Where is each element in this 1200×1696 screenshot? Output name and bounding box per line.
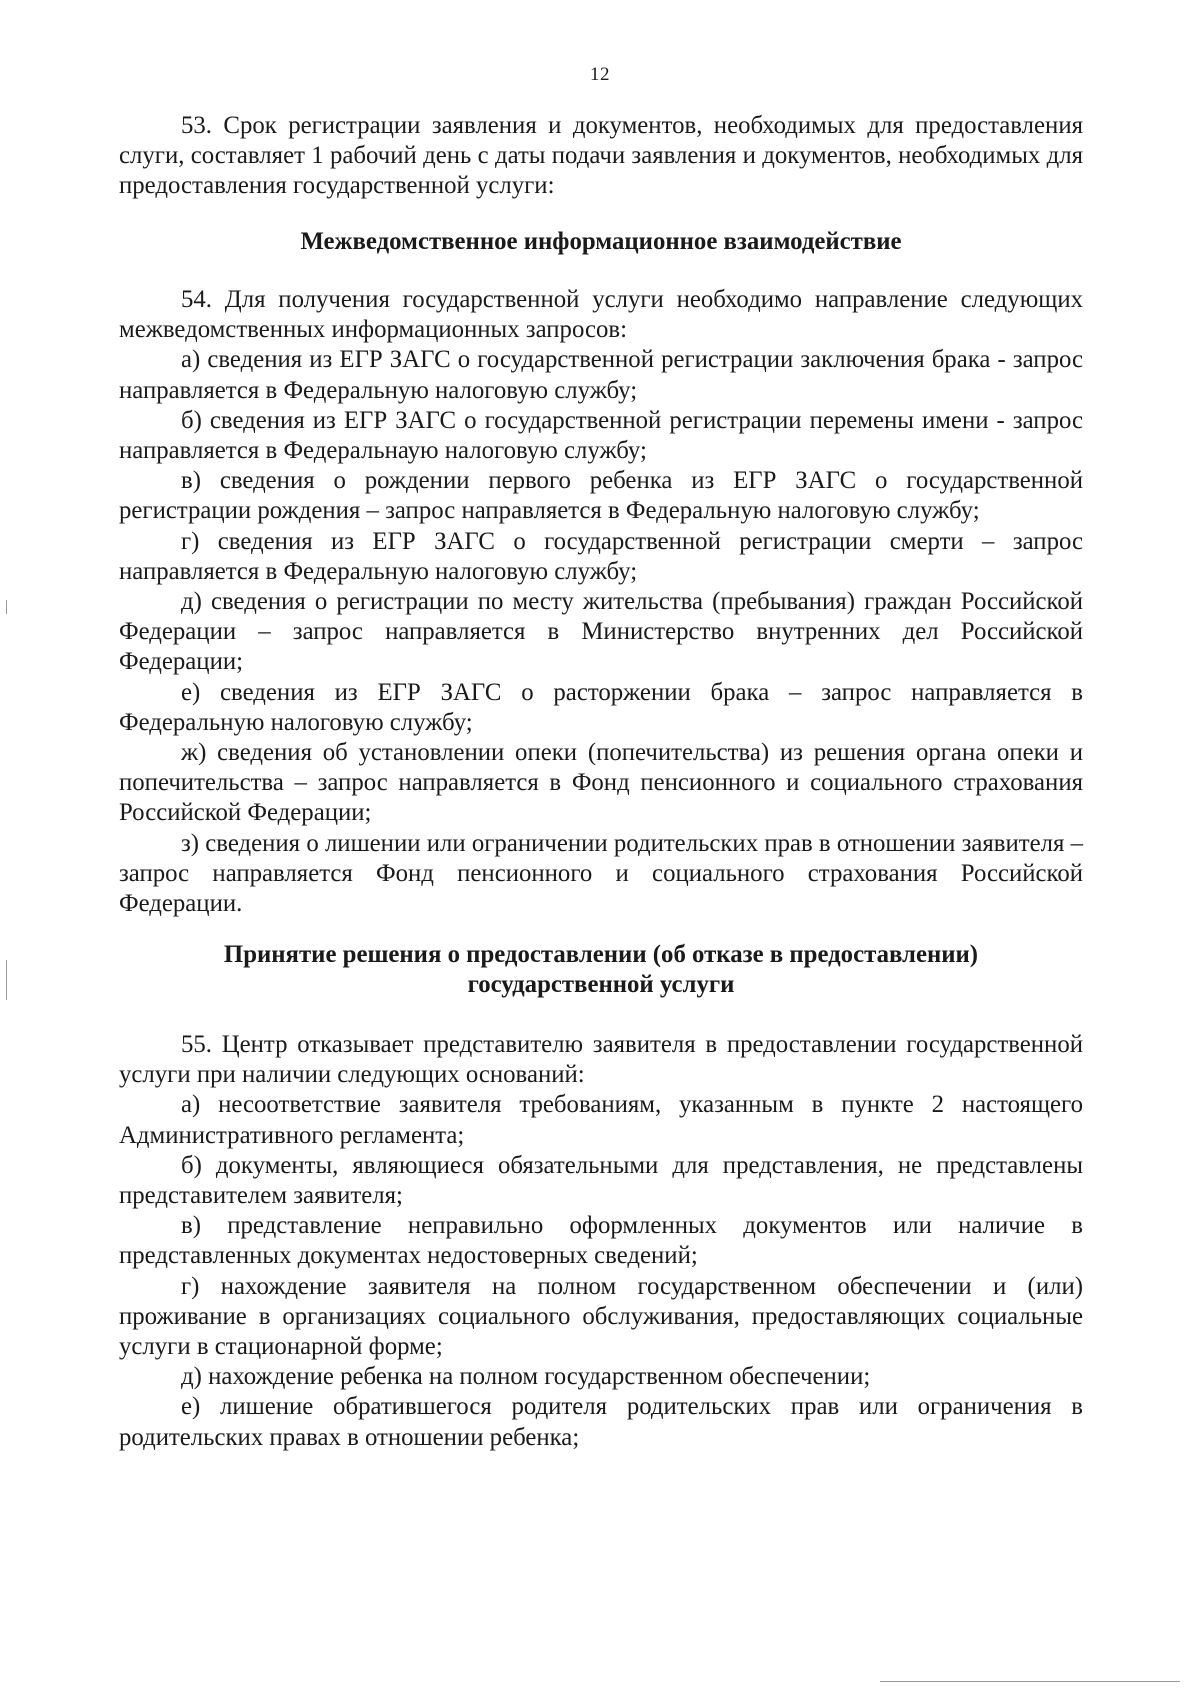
paragraph-54-intro: 54. Для получения государственной услуги необходимо направление следующих межведомственных информационных запросов: [119,286,1083,344]
page-number: 12 [590,64,610,85]
list-item-54-zh: ж) сведения об установлении опеки (попечительства) из решения органа опеки и попечительства – запрос направляется в Фонд пенсионного и социального страхования Российской Федерации; [119,739,1083,827]
paragraph-55-intro: 55. Центр отказывает представителю заявителя в предоставлении государственной услуги при наличии следующих оснований: [119,1031,1083,1089]
scan-edge-mark [6,960,7,1000]
scan-bottom-line [880,1681,1180,1682]
list-item-55-e: е) лишение обратившегося родителя родительских прав или ограничения в родительских правах в отношении ребенка; [119,1393,1083,1451]
heading-decision [119,940,1083,1000]
heading-decision-line-2: государственной услуги [467,971,735,999]
heading-interagency-text: Межведомственное информационное взаимодействие [300,228,902,255]
list-item-55-b: б) документы, являющиеся обязательными для представления, не представлены представителем заявителя; [119,1151,1083,1210]
list-item-54-z: з) сведения о лишении или ограничении родительских прав в отношении заявителя – запрос направляется Фонд пенсионного и социального страхования Российской Федерации. [119,829,1083,918]
list-item-54-g: г) сведения из ЕГР ЗАГС о государственной регистрации смерти – запрос направляется в Федеральную налоговую службу; [119,527,1083,585]
list-item-55-v: в) представление неправильно оформленных документов или наличие в представленных документах недостоверных сведений; [119,1212,1083,1270]
section-55 [119,1030,1083,1453]
list-item-55-a: а) несоответствие заявителя требованиям, указанным в пункте 2 настоящего Административного регламента; [119,1091,1083,1149]
paragraph-53: 53. Срок регистрации заявления и документов, необходимых для предоставления слуги, составляет 1 рабочий день с даты подачи заявления и документов, необходимых для предоставления государственной услуги: [119,112,1083,200]
list-item-54-d: д) сведения о регистрации по месту жительства (пребывания) граждан Российской Федерации – запрос направляется в Министерство внутренних дел Российской Федерации; [119,588,1083,676]
section-53 [119,111,1083,202]
list-item-55-d: д) нахождение ребенка на полном государственном обеспечении; [181,1363,871,1391]
list-item-54-e: е) сведения из ЕГР ЗАГС о расторжении брака – запрос направляется в Федеральную налоговую службу; [119,678,1083,736]
list-item-54-v: в) сведения о рождении первого ребенка из ЕГР ЗАГС о государственной регистрации рождения – запрос направляется в Федеральную налоговую службу; [119,467,1083,525]
section-54 [119,285,1083,919]
list-item-55-g: г) нахождение заявителя на полном государственном обеспечении и (или) проживание в организациях социального обслуживания, предоставляющих социальные услуги в стационарной форме; [119,1272,1083,1361]
heading-interagency-cooperation [119,227,1083,257]
scan-edge-mark [6,600,7,614]
list-item-54-a: а) сведения из ЕГР ЗАГС о государственной регистрации заключения брака - запрос направляется в Федеральную налоговую службу; [119,346,1083,404]
list-item-54-b: б) сведения из ЕГР ЗАГС о государственной регистрации перемены имени - запрос направляется в Федеральнаую налоговую службу; [119,406,1083,465]
heading-decision-line-1: Принятие решения о предоставлении (об отказе в предоставлении) [223,941,979,968]
